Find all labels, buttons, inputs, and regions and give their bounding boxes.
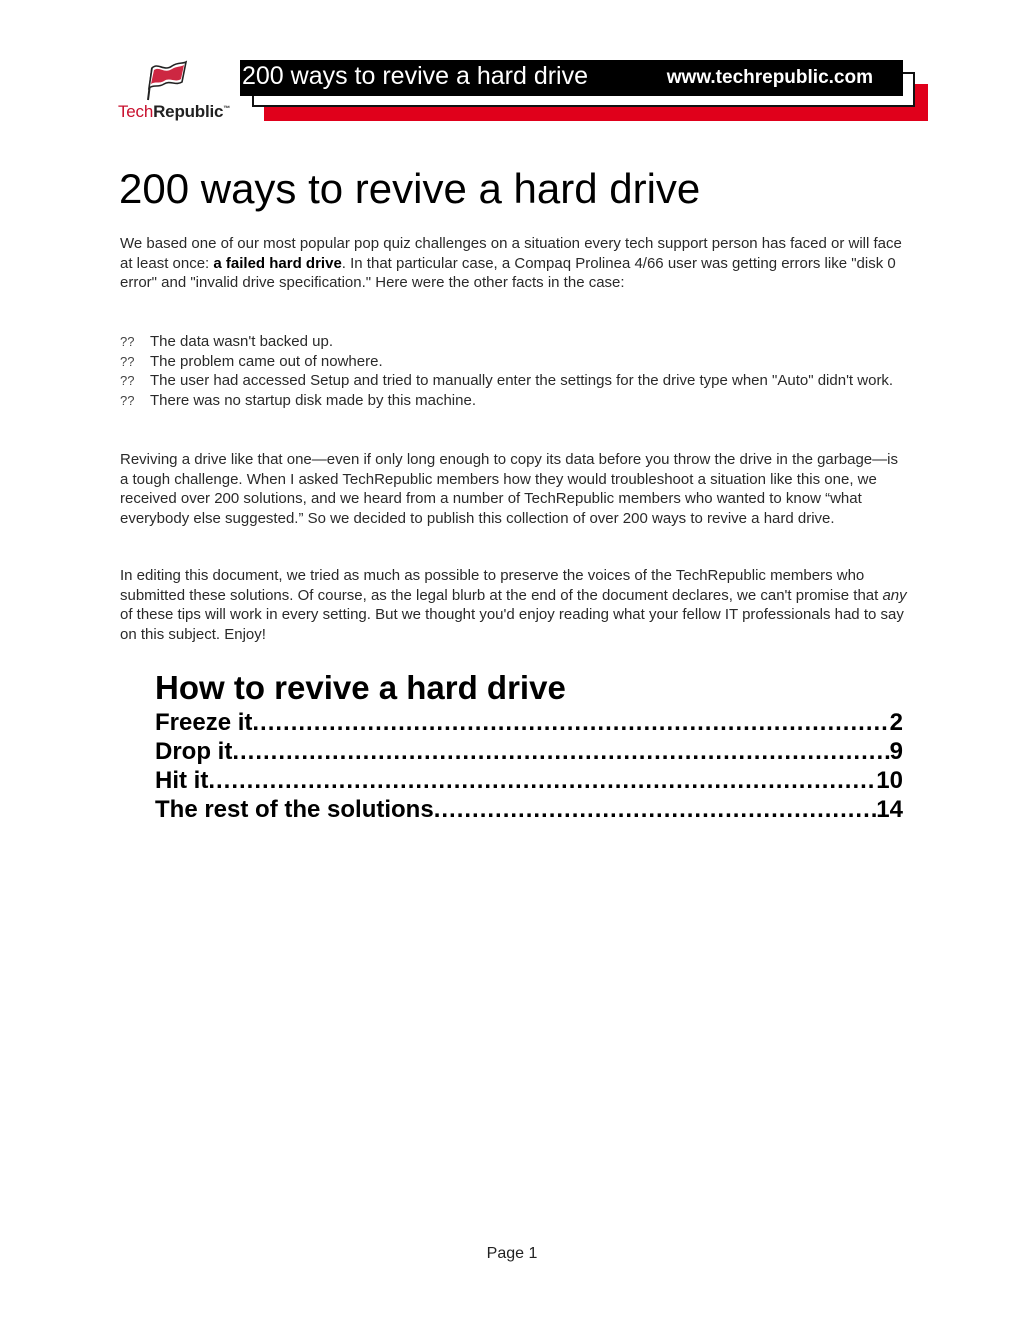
toc-entry-label: Drop it — [155, 738, 233, 765]
toc-leader-dots — [208, 766, 876, 795]
toc-page-number: 10 — [876, 767, 903, 794]
toc-leader-dots — [232, 737, 889, 766]
body-paragraph-3 — [120, 566, 910, 644]
list-item-text: There was no startup disk made by this machine. — [150, 391, 476, 409]
list-item — [120, 332, 910, 352]
logo-wordmark-tech: Tech — [118, 102, 154, 121]
list-item-text: The user had accessed Setup and tried to manually enter the settings for the drive type when "Auto" didn't work. — [150, 372, 894, 390]
intro-bold-text: a failed hard drive — [213, 254, 342, 272]
paragraph-3-text-end: of these tips will work in every setting. But we thought you'd enjoy reading what your fellow IT professionals had to say on this subject. Enjoy! — [120, 606, 904, 643]
page-number-footer: Page 1 — [486, 1245, 538, 1262]
table-of-contents — [155, 708, 903, 824]
body-paragraph-2: Reviving a drive like that one—even if only long enough to copy its data before you throw the drive in the garbage—is a tough challenge. When I asked TechRepublic members how they would troubleshoot a situation like this one, we received over 200 solutions, and we heard from a number of TechRepublic members who wanted to know “what everybody else suggested.” So we decided to publish this collection of over 200 ways to revive a hard drive. — [120, 451, 898, 527]
bullet-marker: ?? — [120, 373, 135, 389]
logo-wordmark-republic: Republic — [153, 102, 224, 121]
intro-text-start: We based one of our most popular pop quiz challenges on a situation every tech support person has faced or will face at least once: — [120, 235, 902, 272]
toc-page-number: 9 — [889, 738, 903, 765]
document-title: 200 ways to revive a hard drive — [119, 165, 701, 212]
list-item — [120, 371, 910, 391]
facts-list — [120, 332, 910, 410]
paragraph-3-text-start: In editing this document, we tried as much as possible to preserve the voices of the TechRepublic members who submitted these solutions. Of course, as the legal blurb at the end of the document declares, we can't promise that — [120, 567, 883, 604]
header-banner — [240, 60, 903, 96]
banner-title: 200 ways to revive a hard drive — [242, 62, 589, 90]
list-item-text: The problem came out of nowhere. — [150, 352, 383, 370]
logo-trademark: ™ — [223, 105, 231, 113]
bullet-marker: ?? — [120, 353, 135, 369]
banner-url-link[interactable]: www.techrepublic.com — [666, 67, 873, 88]
toc-page-number: 14 — [876, 796, 903, 823]
toc-entry-freeze-it[interactable] — [155, 708, 903, 737]
techrepublic-logo — [118, 56, 238, 126]
toc-entry-label: The rest of the solutions — [155, 796, 434, 823]
toc-leader-dots — [434, 795, 877, 824]
toc-entry-drop-it[interactable] — [155, 737, 903, 766]
toc-entry-label: Freeze it — [155, 709, 253, 736]
bullet-marker: ?? — [120, 334, 135, 349]
intro-paragraph — [120, 234, 910, 293]
toc-heading: How to revive a hard drive — [155, 669, 566, 706]
toc-entry-hit-it[interactable] — [155, 766, 903, 795]
intro-text-end: . In that particular case, a Compaq Prolinea 4/66 user was getting errors like "disk 0 error" and "invalid drive specification." Here were the other facts in the case: — [120, 254, 896, 292]
list-item — [120, 352, 910, 372]
list-item — [120, 391, 910, 411]
logo-wordmark — [118, 102, 230, 122]
paragraph-3-italic-text: any — [882, 586, 907, 604]
toc-entry-label: Hit it — [155, 767, 209, 794]
toc-page-number: 2 — [889, 709, 903, 736]
toc-entry-rest-of-solutions[interactable] — [155, 795, 903, 824]
flag-icon — [142, 58, 190, 102]
bullet-marker: ?? — [120, 392, 135, 408]
list-item-text: The data wasn't backed up. — [150, 333, 333, 350]
toc-leader-dots — [252, 708, 889, 737]
